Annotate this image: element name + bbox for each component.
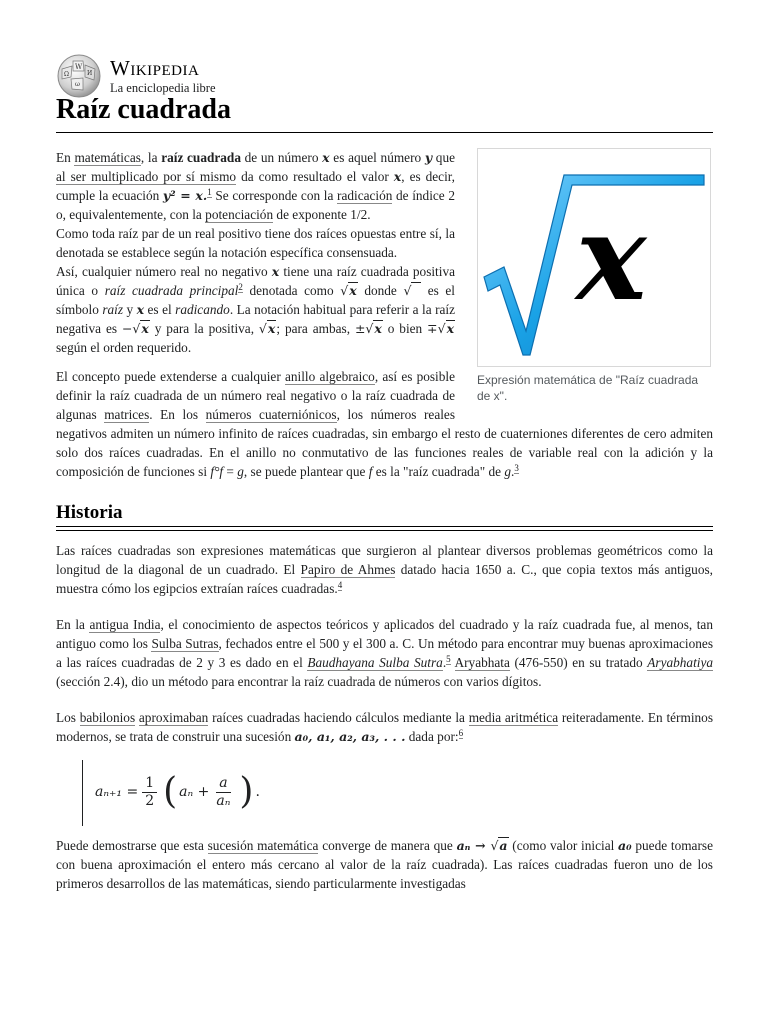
figure-caption: Expresión matemática de "Raíz cuadrada de x".	[477, 373, 699, 403]
sqrt-x-image[interactable]	[477, 148, 711, 367]
wikipedia-tagline: La enciclopedia libre	[110, 80, 216, 95]
babylonian-formula: aₙ₊₁ = $\frac{1}{2}$ ( aₙ + $\frac{a}{\text{aₙ}}$ ) .	[82, 760, 713, 826]
sqrt-x-notation: √x	[340, 283, 357, 298]
historia-paragraph-2: En la antigua India, el conocimiento de aspectos teóricos y aplicados del cuadrado y la raíz cuadrada fue, al menos, tan antiguo como los Sulba Sutras, fechados entre el 500 y el 300 a. C. Un método para encontrar muy buenas aproximaciones a las raíces cuadradas de 2 y 3 es dado en el Baudhayana Sulba Sutra.$^5$ Aryabhata (476-550) en su tratado Aryabhatiya (sección 2.4), dio un método para encontrar la raíz cuadrada de números con varios dígitos.	[56, 617, 714, 689]
link-matrices[interactable]: matrices	[104, 407, 150, 422]
link-aryabhatiya[interactable]: Aryabhatiya	[647, 655, 714, 670]
historia-paragraph-1: Las raíces cuadradas son expresiones matemáticas que surgieron al plantear diversos problemas geométricos como la longitud de la diagonal de un cuadrado. El Papiro de Ahmes datado hacia 1650 a. C., que copia textos más antiguos, muestra cómo los egipcios extraían raíces cuadradas.$^4$	[56, 543, 713, 596]
section-divider	[56, 526, 713, 527]
link-matematicas[interactable]: matemáticas	[74, 150, 141, 165]
historia-paragraph-3: Los babilonios aproximaban raíces cuadradas haciendo cálculos mediante la media aritmética reiteradamente. En términos modernos, se trata de construir una sucesión a₀, a₁, a₂, a₃, . . . dada por:$^6$	[56, 710, 713, 744]
link-baudhayana[interactable]: Baudhayana Sulba Sutra	[307, 655, 443, 670]
link-cuaterniones[interactable]: números cuaterniónicos	[205, 407, 337, 422]
title-divider	[56, 132, 713, 133]
link-media-aritmetica[interactable]: media aritmética	[468, 710, 559, 725]
ref-4[interactable]: 4	[337, 579, 343, 590]
link-aproximaban[interactable]: aproximaban	[138, 710, 209, 725]
link-potenciacion[interactable]: potenciación	[205, 207, 274, 222]
link-sulba-sutras[interactable]: Sulba Sutras	[151, 636, 219, 651]
intro-paragraph-3: Así, cualquier número real no negativo x tiene una raíz cuadrada positiva única o raíz cuadrada principal$^2$ denotada como √x donde √ es el símbolo raíz y x es el radicando. La notación habitual para referir a la raíz negativa es −√x y para la positiva, √x; para ambas, ±√x o bien ∓√x según el orden requerido.	[56, 264, 456, 355]
bold-term: raíz cuadrada	[161, 150, 241, 165]
ref-3[interactable]: 3	[514, 462, 519, 473]
link-papiro-ahmes[interactable]: Papiro de Ahmes	[300, 562, 396, 577]
svg-text:ω: ω	[75, 81, 80, 88]
link-babilonios[interactable]: babilonios	[79, 710, 136, 725]
sequence: a₀, a₁, a₂, a₃, . . .	[294, 729, 406, 744]
wikipedia-globe-icon	[56, 53, 102, 99]
svg-text:И: И	[87, 70, 93, 77]
intro-paragraph-4: El concepto puede extenderse a cualquier anillo algebraico, así es posible definir la raíz cuadrada de un número real negativo o la raíz cuadrada de algunas matrices. En los números cuaterniónicos, los números reales negativos admiten un número infinito de raíces cuadradas, sin embargo el resto de cuaterniones diferentes de cero admiten solo dos raíces cuadradas. En el anillo no conmutativo de las funciones reales de variable real con la adición y la composición de funciones si f°f = g, se puede plantear que f es la "raíz cuadrada" de g.$^3$	[56, 369, 713, 479]
section-divider-secondary	[56, 530, 713, 531]
infobox-figure	[477, 148, 713, 404]
link-anillo-algebraico[interactable]: anillo algebraico	[284, 369, 375, 384]
link-aryabhata[interactable]: Aryabhata	[454, 655, 510, 670]
ref-5[interactable]: 5	[446, 653, 451, 664]
intro-paragraph-2: Como toda raíz par de un real positivo tiene dos raíces opuestas entre sí, la denotada se establece según la notación específica consensuada.	[56, 226, 455, 260]
link-antigua-india[interactable]: antigua India	[89, 617, 161, 632]
intro-paragraph-1: En matemáticas, la raíz cuadrada de un número x es aquel número y que al ser multiplicado por sí mismo da como resultado el valor x, es decir, cumple la ecuación y² = x.$^1$ Se corresponde con la radicación de índice 2 o, equivalentemente, con la potenciación de exponente 1/2.	[56, 150, 456, 222]
sqrt-symbol: √	[403, 282, 421, 298]
svg-text:W: W	[75, 63, 83, 71]
historia-paragraph-4: Puede demostrarse que esta sucesión matemática converge de manera que aₙ → √a (como valor inicial a₀ puede tomarse con buena aproximación el entero más cercano al valor de la raíz cuadrada). Las raíces cuadradas fueron uno de los primeros desarrollos de las matemáticas, siendo particularmente investigadas	[56, 838, 713, 891]
link-sucesion-matematica[interactable]: sucesión matemática	[207, 838, 319, 853]
page-title: Raíz cuadrada	[56, 94, 231, 125]
x-symbol: x	[576, 188, 647, 327]
wikipedia-wordmark: Wikipedia	[110, 55, 200, 80]
equation: y² = x.	[162, 188, 208, 203]
link-multiplicado[interactable]: al ser multiplicado por sí mismo	[56, 169, 237, 184]
section-heading-historia: Historia	[56, 502, 123, 523]
sqrt-x-illustration	[478, 149, 710, 366]
wikipedia-logo[interactable]	[56, 54, 216, 98]
ref-2[interactable]: 2	[238, 281, 243, 292]
article-body	[56, 138, 713, 893]
link-radicacion[interactable]: radicación	[337, 188, 393, 203]
ref-1[interactable]: 1	[207, 186, 212, 197]
ref-6[interactable]: 6	[458, 727, 464, 738]
svg-text:Ω: Ω	[64, 71, 69, 78]
